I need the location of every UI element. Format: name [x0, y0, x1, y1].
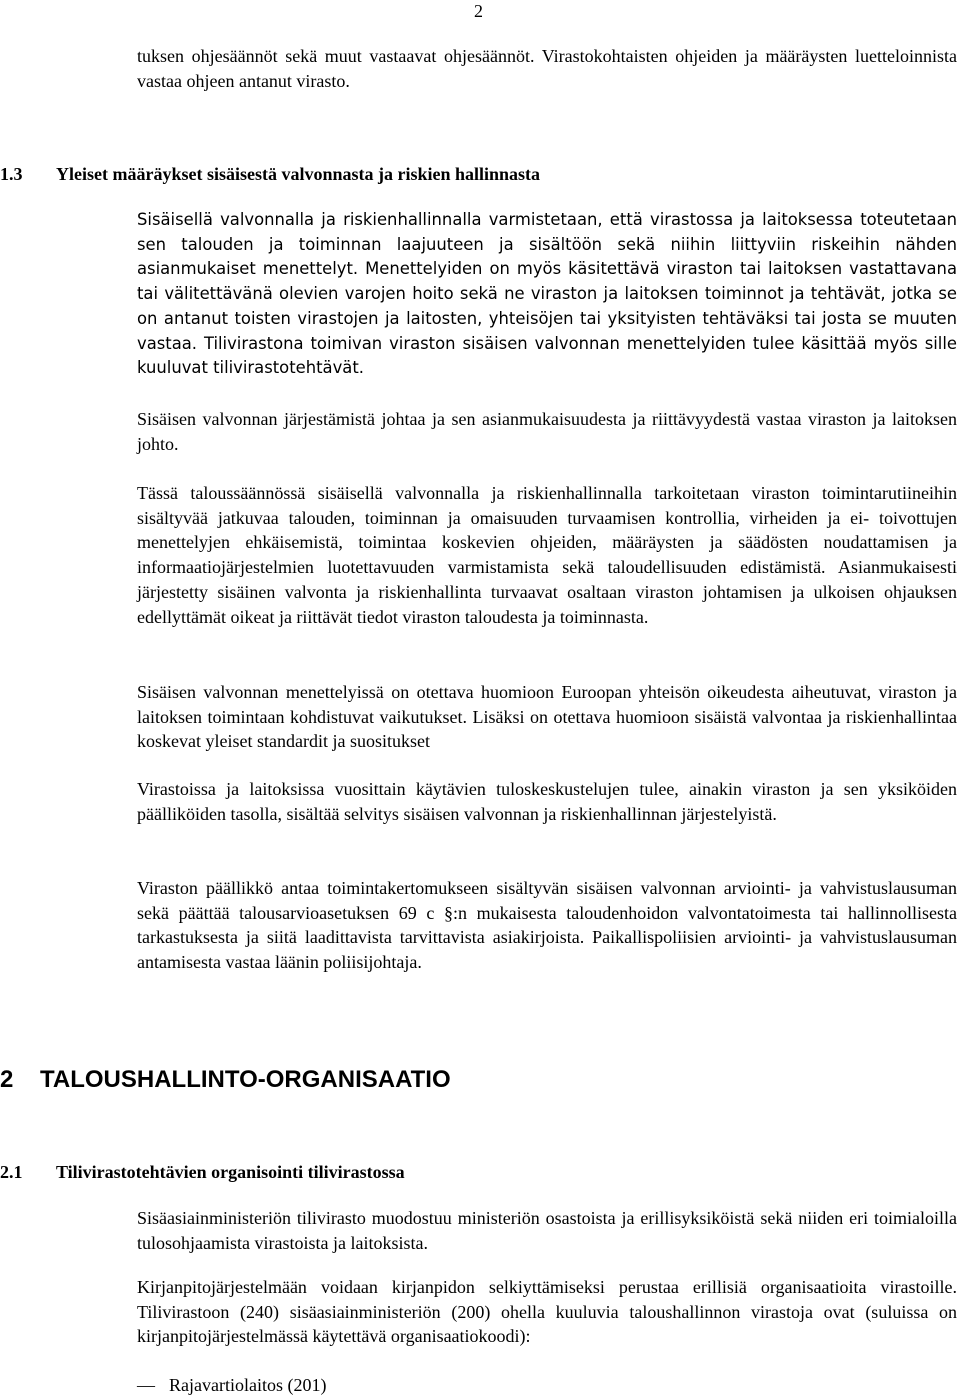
paragraph-text: Sisäisellä valvonnalla ja riskienhallinnalla varmistetaan, että virastossa ja laitoksessa toteutetaan sen talouden ja toiminnan laajuuteen ja sisältöön sekä niihin liittyviin riskeihin nähden asianmukaiset menettelyt. Menettelyiden on myös käsitettävä viraston tai laitoksen vastattavana tai välitettävänä olevien varojen hoito sekä ne viraston ja laitoksen toiminnot ja tehtävät, jotka se on antanut toisten virastojen ja laitosten, yhteisöjen tai yksityisten tehtäväksi tai josta se muuten vastaa. Tilivirastona toimivan viraston sisäisen valvonnan menettelyiden tulee käsittää myös sille kuuluvat tilivirastotehtävät.: [137, 210, 957, 378]
organisation-list: [137, 1373, 326, 1397]
chapter-number: 2: [0, 1066, 14, 1093]
section-title: Yleiset määräykset sisäisestä valvonnasta ja riskien hallinnasta: [56, 164, 541, 184]
section-number: 2.1: [0, 1162, 23, 1182]
dash-bullet: —: [137, 1375, 155, 1395]
paragraph: Sisäisen valvonnan järjestämistä johtaa ja sen asianmukaisuudesta ja riittävyydestä vastaa viraston ja laitoksen johto.: [137, 409, 957, 454]
paragraph: Sisäasiainministeriön tilivirasto muodostuu ministeriön osastoista ja erillisyksiköistä sekä niiden eri toimialoilla tulosohjaamista virastoista ja laitoksista.: [137, 1208, 957, 1253]
chapter-heading-2: [0, 1065, 451, 1095]
section-heading-1-3: [0, 162, 540, 186]
page-number: 2: [474, 1, 483, 21]
chapter-title: TALOUSHALLINTO-ORGANISAATIO: [40, 1066, 451, 1093]
paragraph: Sisäisen valvonnan menettelyissä on otettava huomioon Euroopan yhteisön oikeudesta aiheutuvat, viraston ja laitoksen toimintaan kohdistuvat vaikutukset. Lisäksi on otettava huomioon sisäistä valvontaa ja riskienhallintaa koskevat yleiset standardit ja suositukset: [137, 682, 957, 752]
paragraph: Tässä taloussäännössä sisäisellä valvonnalla ja riskienhallinnalla tarkoitetaan viraston toimintarutiineihin sisältyvää jatkuvaa talouden, toiminnan ja omaisuuden turvaamisen kontrollia, virheiden ja ei- toivottujen menettelyjen ehkäisemistä, toimintaa koskevien ohjeiden, määräysten ja säädösten noudattamisen ja informaatiojärjestelmien luotettavuuden varmistamista sekä taloudellisuuden edistämistä. Asianmukaisesti järjestetty sisäinen valvonta ja riskienhallinta turvaavat osaltaan viraston johtamisen ja ulkoisen ohjauksen edellyttämät oikeat ja riittävät tiedot viraston taloudesta ja toiminnasta.: [137, 483, 957, 627]
list-item: [137, 1373, 326, 1397]
paragraph: Virastoissa ja laitoksissa vuosittain käytävien tuloskeskustelujen tulee, ainakin viraston ja sen yksiköiden päälliköiden tasolla, sisältää selvitys sisäisen valvonnan ja riskienhallinnan järjestelyistä.: [137, 779, 957, 824]
paragraph: [137, 208, 957, 381]
intro-paragraph: tuksen ohjesäännöt sekä muut vastaavat ohjesäännöt. Virastokohtaisten ohjeiden ja määräysten luetteloinnista vastaa ohjeen antanut virasto.: [137, 46, 957, 91]
section-title: Tilivirastotehtävien organisointi tilivirastossa: [56, 1162, 405, 1182]
section-number: 1.3: [0, 164, 23, 184]
paragraph: Kirjanpitojärjestelmään voidaan kirjanpidon selkiyttämiseksi perustaa erillisiä organisaatioita virastoille. Tilivirastoon (240) sisäasiainministeriön (200) ohella kuuluvia taloushallinnon virastoja ovat (suluissa on kirjanpitojärjestelmässä käytettävä organisaatiokoodi):: [137, 1277, 957, 1347]
paragraph: Viraston päällikkö antaa toimintakertomukseen sisältyvän sisäisen valvonnan arviointi- ja vahvistuslausuman sekä päättää talousarvioasetuksen 69 c §:n mukaisesta taloudenhoidon valvontatoimesta tai hallinnollisesta tarkastuksesta ja siitä laadittavista tarvittavista asiakirjoista. Paikallispoliisien arviointi- ja vahvistuslausuman antamisesta vastaa läänin poliisijohtaja.: [137, 878, 957, 973]
list-item-text: Rajavartiolaitos (201): [169, 1375, 327, 1395]
section-heading-2-1: [0, 1160, 405, 1184]
